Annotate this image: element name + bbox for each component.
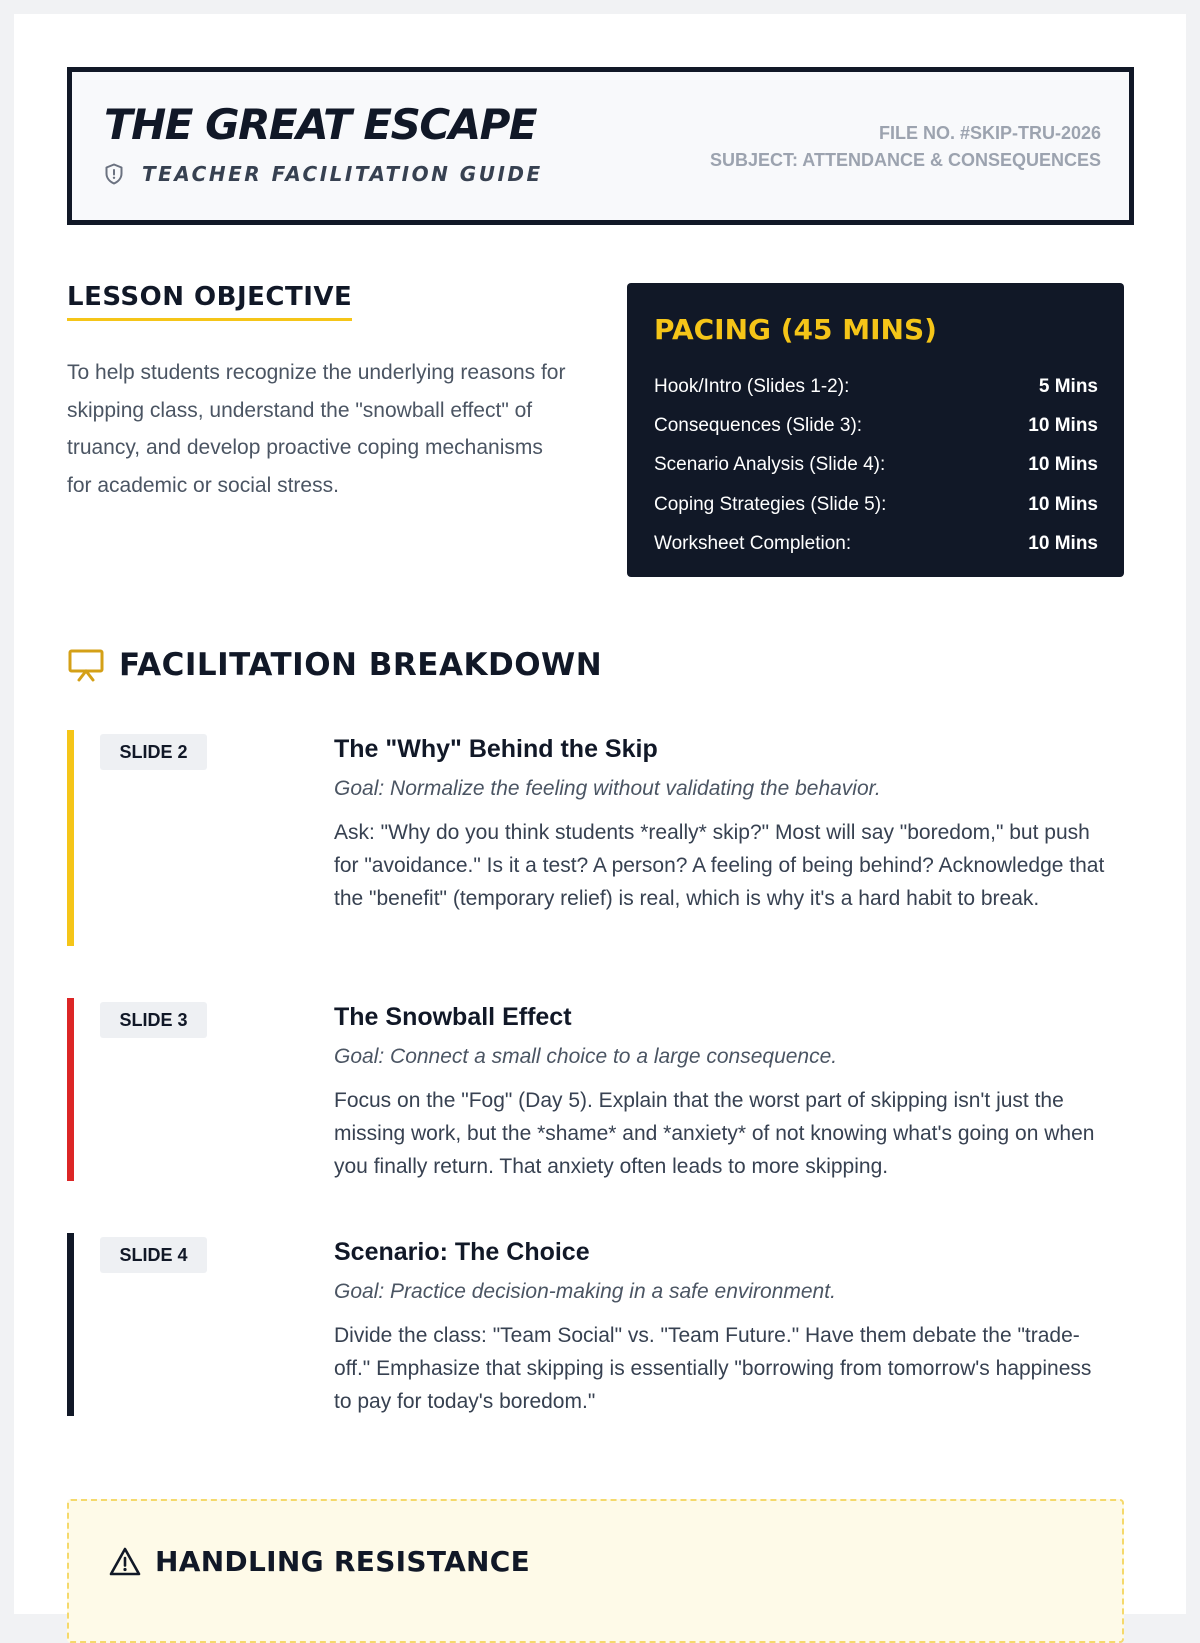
slide-badge: SLIDE 2 [100, 734, 207, 770]
pacing-value: 10 Mins [1028, 493, 1098, 515]
slide-title: Scenario: The Choice [334, 1238, 590, 1266]
objective-text: To help students recognize the underlying reasons for skipping class, understand the "snowball effect" of truancy, and develop proactive coping mechanisms for academic or social stress. [67, 361, 566, 497]
slide-badge: SLIDE 3 [100, 1002, 207, 1038]
slide-content [334, 730, 1114, 915]
document-title: THE GREAT ESCAPE [104, 100, 537, 149]
resistance-heading-row [109, 1545, 530, 1578]
slide-accent-bar [67, 998, 74, 1181]
facilitation-heading-row [67, 646, 602, 684]
file-number: FILE NO. #SKIP-TRU-2026 [878, 123, 1101, 143]
facilitation-heading: FACILITATION BREAKDOWN [119, 647, 603, 683]
slide-content [334, 998, 1114, 1183]
slide-accent-bar [67, 1233, 74, 1416]
slide-card [67, 1233, 1124, 1416]
warning-icon [109, 1546, 141, 1578]
pacing-label: Consequences (Slide 3): [654, 414, 863, 436]
document-subtitle: TEACHER FACILITATION GUIDE [142, 162, 543, 186]
pacing-value: 10 Mins [1028, 454, 1098, 476]
slide-card [67, 730, 1124, 946]
subject-line: SUBJECT: ATTENDANCE & CONSEQUENCES [709, 150, 1101, 170]
resistance-heading: HANDLING RESISTANCE [155, 1545, 531, 1578]
pacing-list [654, 367, 1098, 563]
pacing-row [654, 406, 1098, 445]
slide-description: Focus on the "Fog" (Day 5). Explain that the worst part of skipping isn't just the missing work, but the *shame* and *anxiety* of not knowing what's going on when you finally return. That anxiety often leads to more skipping. [334, 1089, 1095, 1178]
slide-description: Ask: "Why do you think students *really* skip?" Most will say "boredom," but push for "avoidance." Is it a test? A person? A feeling of being behind? Acknowledge that the "benefit" (temporary relief) is real, which is why it's a hard habit to break. [334, 821, 1105, 910]
slide-title: The Snowball Effect [334, 1003, 572, 1031]
projector-icon [67, 646, 105, 684]
shield-icon [102, 162, 126, 186]
slide-goal: Goal: Normalize the feeling without validating the behavior. [334, 777, 881, 800]
pacing-row [654, 367, 1098, 406]
slide-accent-bar [67, 730, 74, 946]
handling-resistance-box [67, 1499, 1124, 1643]
pacing-label: Scenario Analysis (Slide 4): [654, 454, 886, 476]
pacing-value: 10 Mins [1028, 532, 1098, 554]
pacing-label: Hook/Intro (Slides 1-2): [654, 375, 850, 397]
slide-card [67, 998, 1124, 1181]
subtitle-row [102, 162, 543, 186]
pacing-title: PACING (45 MINS) [654, 313, 937, 346]
page [14, 14, 1186, 1614]
pacing-label: Worksheet Completion: [654, 532, 852, 554]
pacing-row [654, 485, 1098, 524]
slide-title: The "Why" Behind the Skip [334, 735, 658, 763]
pacing-row [654, 524, 1098, 563]
objective-heading: LESSON OBJECTIVE [67, 282, 352, 321]
document-header [67, 67, 1134, 225]
pacing-value: 10 Mins [1028, 414, 1098, 436]
slide-badge: SLIDE 4 [100, 1237, 207, 1273]
slide-goal: Goal: Practice decision-making in a safe environment. [334, 1280, 836, 1303]
pacing-value: 5 Mins [1038, 375, 1098, 397]
pacing-label: Coping Strategies (Slide 5): [654, 493, 887, 515]
slide-content [334, 1233, 1114, 1418]
pacing-row [654, 446, 1098, 485]
slide-goal: Goal: Connect a small choice to a large consequence. [334, 1045, 838, 1068]
pacing-panel [627, 283, 1124, 577]
file-meta [710, 120, 1101, 174]
slide-description: Divide the class: "Team Social" vs. "Team Future." Have them debate the "trade-off." Emphasize that skipping is essentially "borrowing from tomorrow's happiness to pay for today's boredom." [334, 1324, 1092, 1413]
